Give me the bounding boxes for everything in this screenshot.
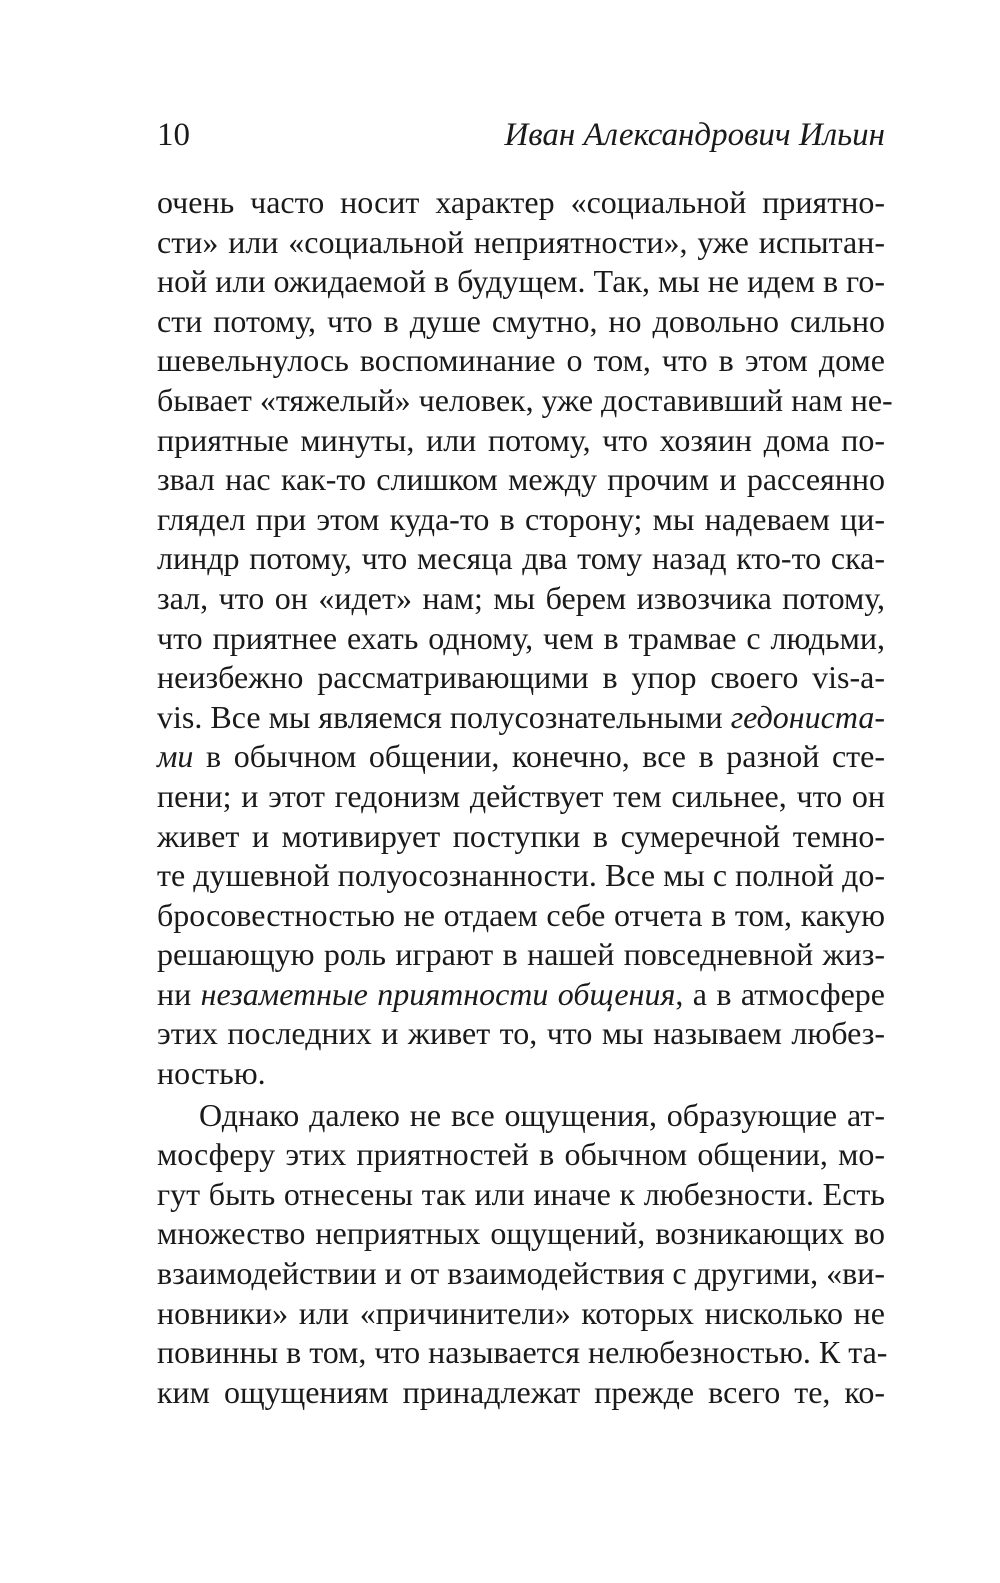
italic-term: ми [157, 738, 194, 775]
text-line: ни незаметные приятности общения, а в атмосфере [157, 975, 885, 1012]
text-line: vis. Все мы являемся полусознательными гедониста- [157, 698, 885, 735]
text-line: множество неприятных ощущений, возникающих во [157, 1215, 885, 1252]
text-line: бросовестностью не отдаем себе отчета в том, какую [157, 896, 885, 933]
running-head [157, 112, 885, 158]
paragraph [157, 183, 893, 1094]
body-text [157, 183, 893, 1412]
text-line: приятные минуты, или потому, что хозяин дома по- [157, 421, 885, 458]
text-line: повинны в том, что называется нелюбезностью. К та- [157, 1334, 888, 1371]
text-line: живет и мотивирует поступки в сумеречной темно- [157, 817, 885, 854]
text-line: неизбежно рассматривающими в упор своего vis-a- [157, 659, 885, 696]
italic-phrase: незаметные приятности общения [200, 975, 676, 1012]
text-line: шевельнулось воспоминание о том, что в этом доме [157, 342, 885, 379]
text-line: те душевной полуосознанности. Все мы с полной до- [157, 857, 885, 894]
author-name: Иван Александрович Ильин [504, 117, 885, 153]
text-line: глядел при этом куда-то в сторону; мы надеваем ци- [157, 500, 885, 537]
text-line: очень часто носит характер «социальной приятно- [157, 184, 885, 220]
text-line: сти потому, что в душе смутно, но довольно сильно [157, 302, 885, 339]
text-line: ной или ожидаемой в будущем. Так, мы не идем в го- [157, 263, 886, 300]
text-line: Однако далеко не все ощущения, образующие ат- [199, 1096, 885, 1133]
text-line: звал нас как-то слишком между прочим и рассеянно [157, 461, 885, 498]
text-line: сти» или «социальной неприятности», уже испытан- [157, 223, 885, 260]
text-line: взаимодействии и от взаимодействия с другими, «ви- [157, 1255, 885, 1292]
text-line: гут быть отнесены так или иначе к любезности. Есть [157, 1175, 885, 1212]
text-line: ким ощущениям принадлежат прежде всего те, ко- [157, 1373, 885, 1410]
text-line: решающую роль играют в нашей повседневной жиз- [157, 936, 885, 973]
text-line: пени; и этот гедонизм действует тем сильнее, что он [157, 777, 885, 814]
paragraph [157, 1096, 888, 1413]
text-line: ми в обычном общении, конечно, все в разной сте- [157, 738, 885, 775]
text-line: мосферу этих приятностей в обычном общении, мо- [157, 1136, 885, 1173]
page-number: 10 [157, 117, 190, 153]
text-line: этих последних и живет то, что мы называем любез- [157, 1015, 885, 1052]
text-line: ностью. [157, 1055, 266, 1092]
text-line: линдр потому, что месяца два тому назад кто-то ска- [157, 540, 885, 577]
text-line: зал, что он «идет» нам; мы берем извозчика потому, [157, 579, 885, 616]
text-line: новники» или «причинители» которых нисколько не [157, 1294, 885, 1331]
italic-term: гедониста- [730, 698, 885, 735]
text-line: бывает «тяжелый» человек, уже доставивший нам не- [157, 381, 893, 418]
text-line: что приятнее ехать одному, чем в трамвае с людьми, [157, 619, 885, 656]
